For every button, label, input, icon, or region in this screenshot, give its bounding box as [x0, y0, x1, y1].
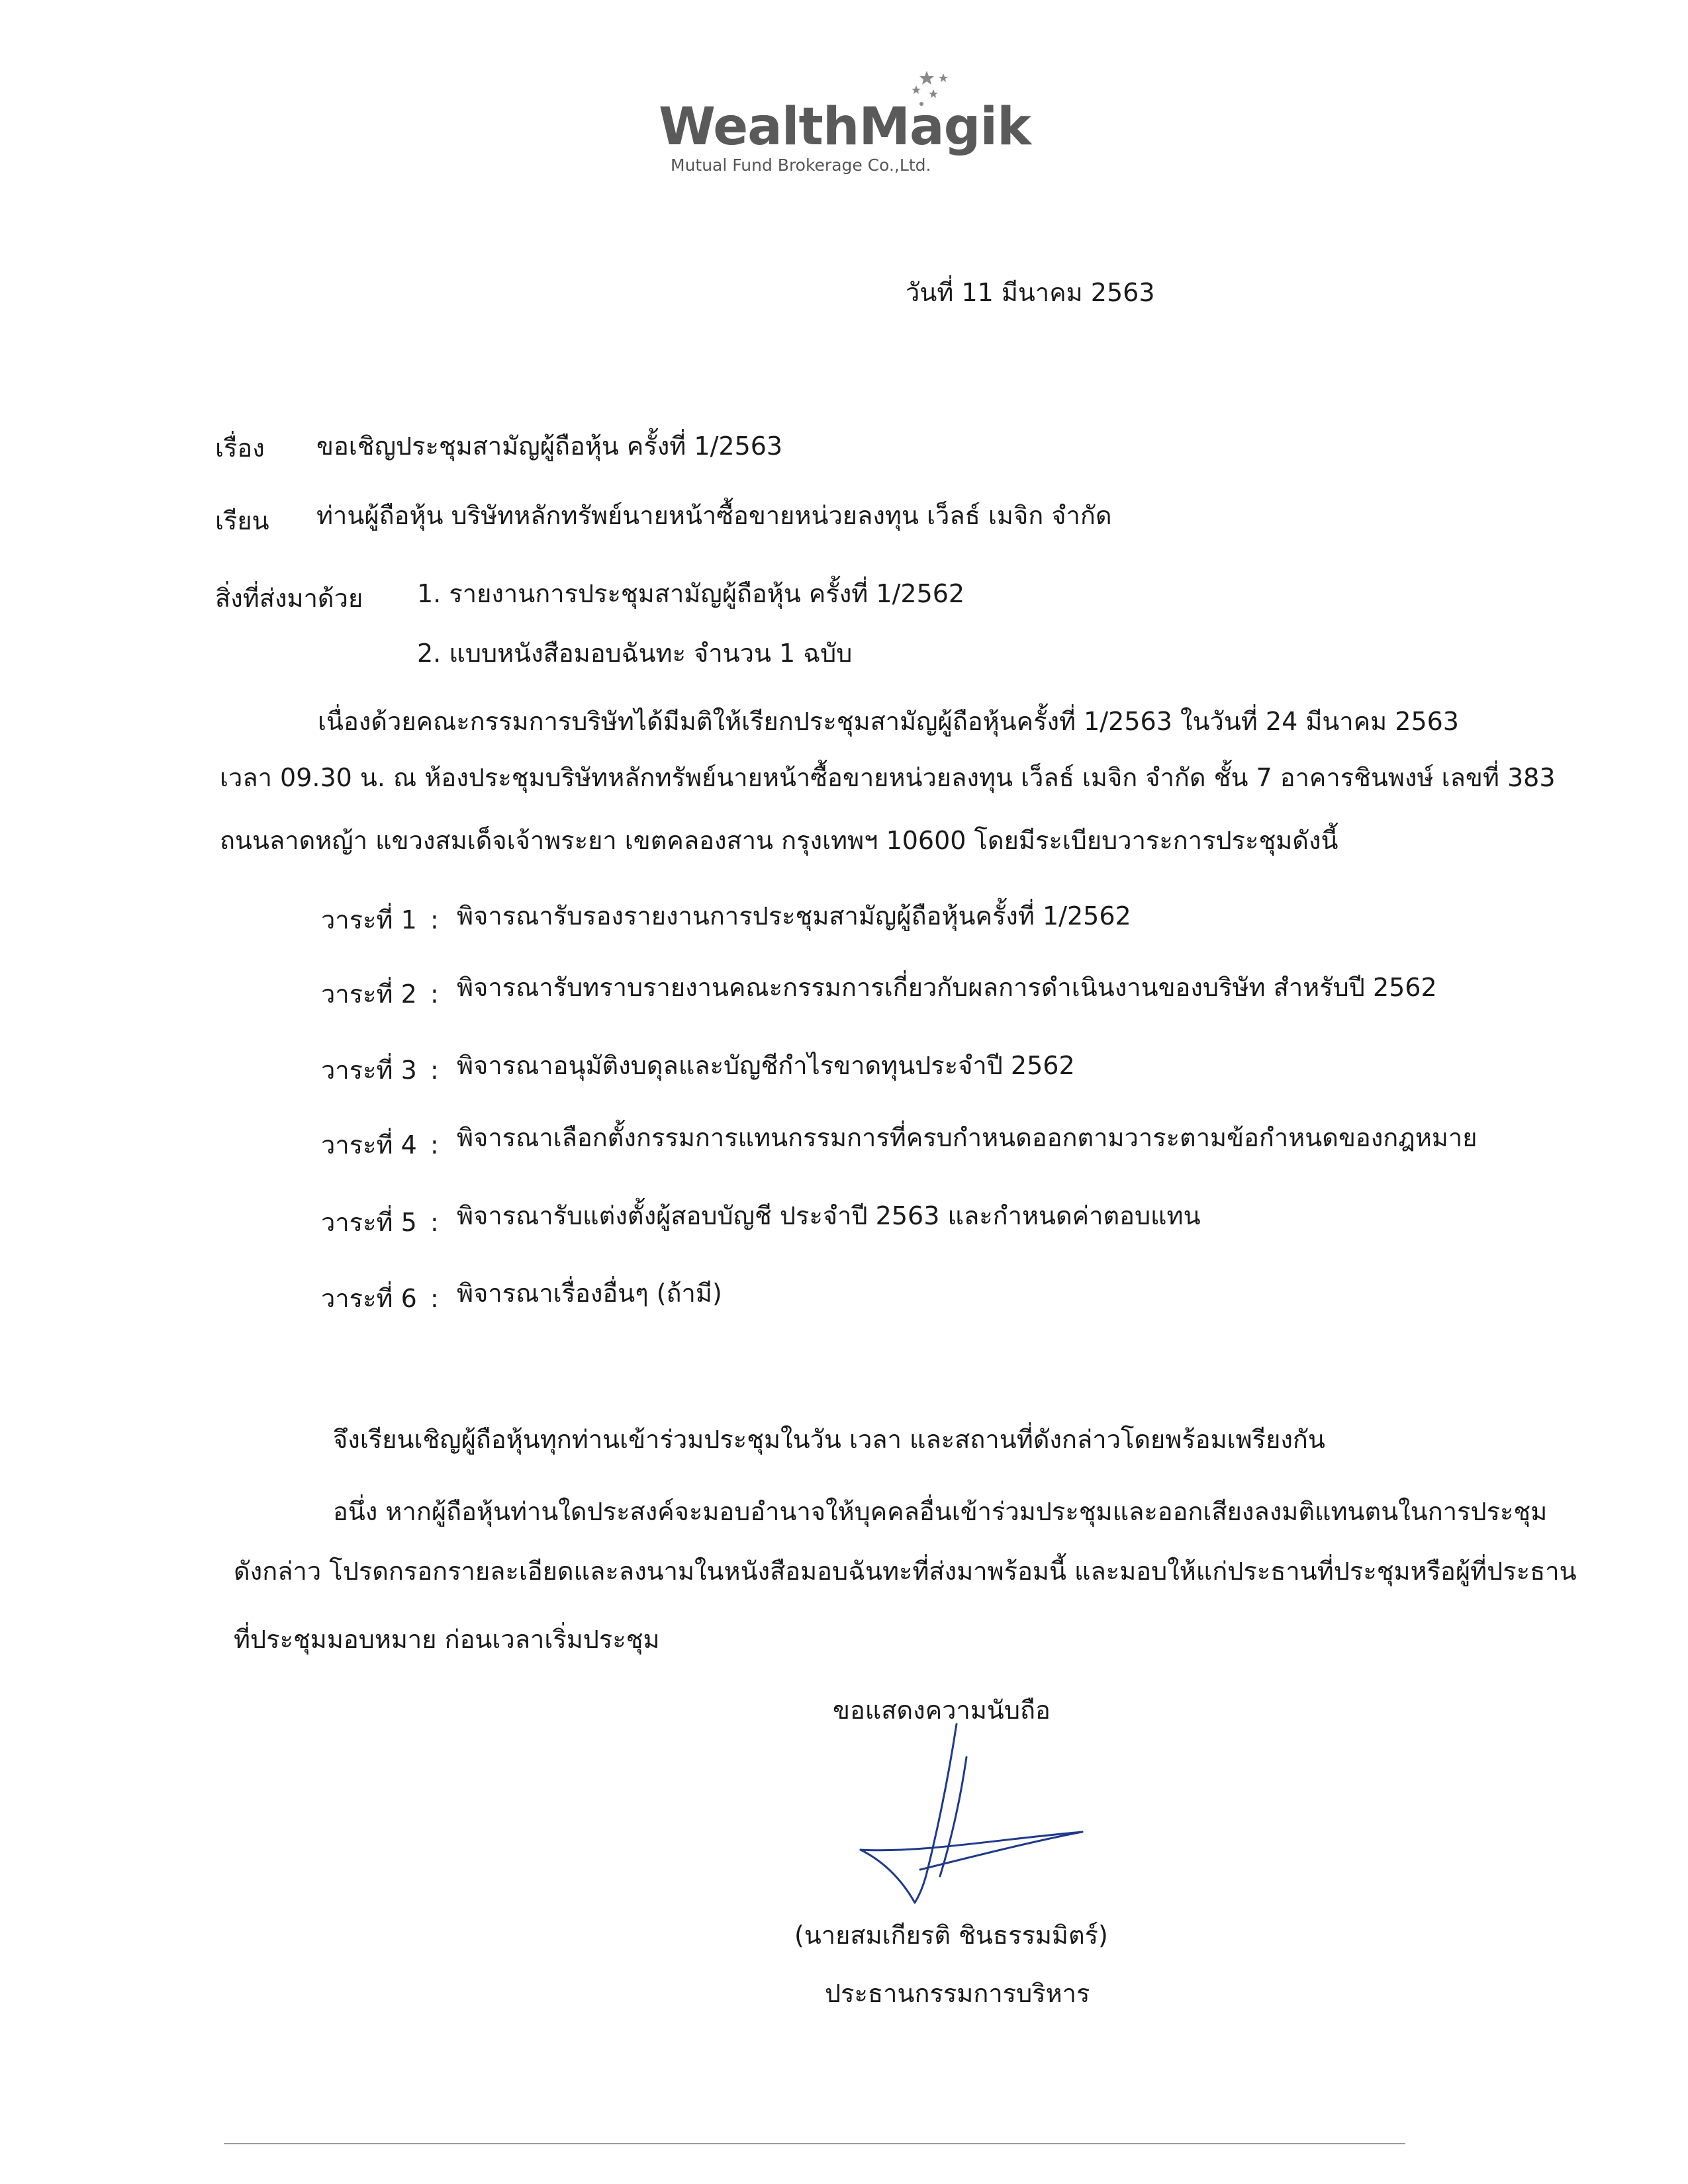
agenda-5-label: วาระที่ 5: [321, 1208, 417, 1237]
agenda-5-text: พิจารณารับแต่งตั้งผู้สอบบัญชี ประจำปี 2563 และกำหนดค่าตอบแทน: [457, 1201, 1201, 1230]
intro-paragraph-line: เวลา 09.30 น. ณ ห้องประชุมบริษัทหลักทรัพย์นายหน้าซื้อขายหน่วยลงทุน เว็ลธ์ เมจิก จำกัด ชั้น 7 อาคารชินพงษ์ เลขที่ 383: [220, 763, 1556, 792]
agenda-4-colon: :: [430, 1130, 439, 1160]
recipient-value: ท่านผู้ถือหุ้น บริษัทหลักทรัพย์นายหน้าซื้อขายหน่วยลงทุน เว็ลธ์ เมจิก จำกัด: [316, 501, 1112, 530]
logo-wordmark: WealthMagik: [659, 97, 1031, 157]
agenda-2-text: พิจารณารับทราบรายงานคณะกรรมการเกี่ยวกับผลการดำเนินงานของบริษัท สำหรับปี 2562: [457, 973, 1437, 1002]
agenda-3-text: พิจารณาอนุมัติงบดุลและบัญชีกำไรขาดทุนประจำปี 2562: [457, 1051, 1075, 1080]
agenda-5-colon: :: [430, 1208, 439, 1237]
agenda-6-text: พิจารณาเรื่องอื่นๆ (ถ้ามี): [457, 1279, 722, 1308]
letter-date: วันที่ 11 มีนาคม 2563: [906, 278, 1155, 307]
subject-value: ขอเชิญประชุมสามัญผู้ถือหุ้น ครั้งที่ 1/2563: [316, 432, 783, 461]
agenda-3-colon: :: [430, 1056, 439, 1085]
enclosures-label: สิ่งที่ส่งมาด้วย: [215, 584, 363, 613]
company-logo: [659, 69, 1031, 182]
proxy-note-line: ดังกล่าว โปรดกรอกรายละเอียดและลงนามในหนังสือมอบฉันทะที่ส่งมาพร้อมนี้ และมอบให้แก่ประธานที่ประชุมหรือผู้ที่ประธาน: [234, 1557, 1577, 1586]
agenda-1-text: พิจารณารับรองรายงานการประชุมสามัญผู้ถือหุ้นครั้งที่ 1/2562: [457, 901, 1131, 931]
agenda-2-label: วาระที่ 2: [321, 979, 417, 1009]
subject-label: เรื่อง: [215, 433, 265, 463]
invitation-paragraph: จึงเรียนเชิญผู้ถือหุ้นทุกท่านเข้าร่วมประชุมในวัน เวลา และสถานที่ดังกล่าวโดยพร้อมเพรียงกัน: [333, 1425, 1325, 1454]
handwritten-signature: [841, 1721, 1092, 1919]
logo-subtitle: Mutual Fund Brokerage Co.,Ltd.: [671, 156, 931, 175]
closing-regards: ขอแสดงความนับถือ: [833, 1696, 1051, 1725]
footer-divider: [224, 2143, 1405, 2144]
proxy-note-line: อนึ่ง หากผู้ถือหุ้นท่านใดประสงค์จะมอบอำนาจให้บุคคลอื่นเข้าร่วมประชุมและออกเสียงลงมติแทนตนในการประชุม: [333, 1497, 1548, 1526]
agenda-3-label: วาระที่ 3: [321, 1056, 417, 1085]
intro-paragraph-line: เนื่องด้วยคณะกรรมการบริษัทได้มีมติให้เรียกประชุมสามัญผู้ถือหุ้นครั้งที่ 1/2563 ในวันที่ 24 มีนาคม 2563: [318, 707, 1459, 736]
intro-paragraph-line: ถนนลาดหญ้า แขวงสมเด็จเจ้าพระยา เขตคลองสาน กรุงเทพฯ 10600 โดยมีระเบียบวาระการประชุมดังนี้: [220, 826, 1338, 855]
agenda-4-text: พิจารณาเลือกตั้งกรรมการแทนกรรมการที่ครบกำหนดออกตามวาระตามข้อกำหนดของกฎหมาย: [457, 1123, 1477, 1152]
enclosure-item: 1. รายงานการประชุมสามัญผู้ถือหุ้น ครั้งที่ 1/2562: [417, 579, 965, 608]
recipient-label: เรียน: [215, 506, 269, 535]
agenda-6-colon: :: [430, 1284, 439, 1313]
agenda-1-label: วาระที่ 1: [321, 905, 417, 934]
enclosure-item: 2. แบบหนังสือมอบฉันทะ จำนวน 1 ฉบับ: [417, 639, 853, 668]
signer-name: (นายสมเกียรติ ชินธรรมมิตร์): [794, 1921, 1108, 1950]
agenda-1-colon: :: [430, 905, 439, 934]
agenda-6-label: วาระที่ 6: [321, 1284, 417, 1313]
agenda-2-colon: :: [430, 979, 439, 1009]
proxy-note-line: ที่ประชุมมอบหมาย ก่อนเวลาเริ่มประชุม: [234, 1625, 660, 1654]
agenda-4-label: วาระที่ 4: [321, 1130, 417, 1160]
signer-title: ประธานกรรมการบริหาร: [825, 1979, 1090, 2008]
